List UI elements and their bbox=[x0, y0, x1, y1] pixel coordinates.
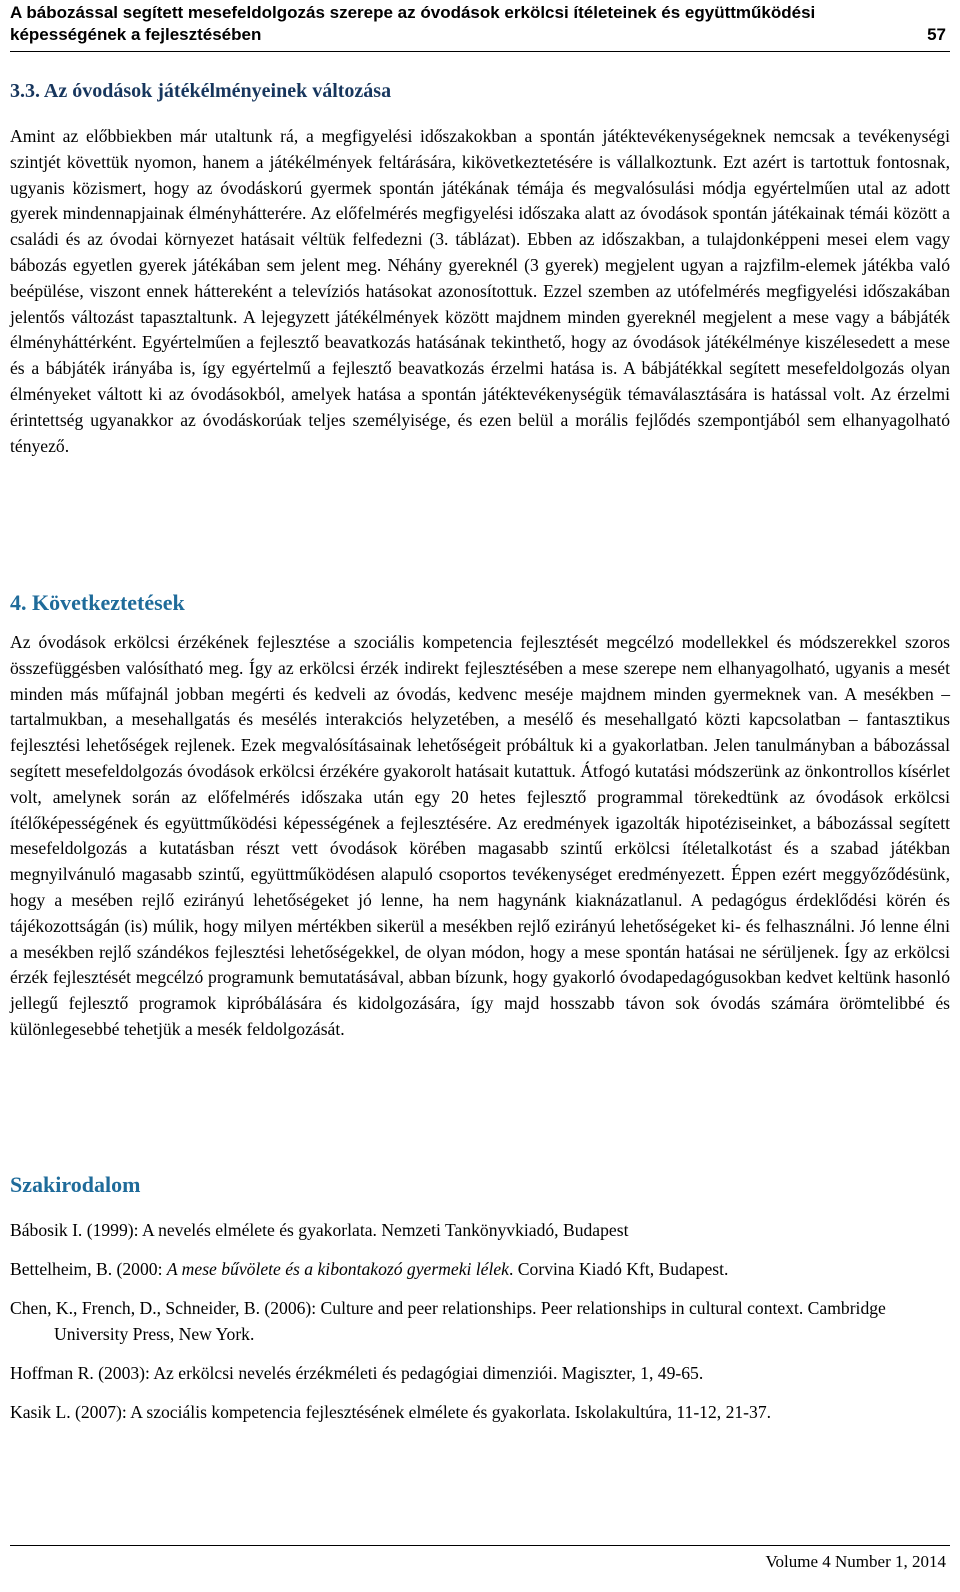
running-header bbox=[10, 2, 950, 46]
page-number: 57 bbox=[927, 25, 946, 44]
reference-item bbox=[10, 1360, 950, 1386]
reference-list bbox=[10, 1217, 950, 1438]
section-4 bbox=[10, 590, 950, 616]
reference-text: Bettelheim, B. (2000: bbox=[10, 1259, 167, 1279]
section-3-3-paragraph: Amint az előbbiekben már utaltunk rá, a megfigyelési időszakokban a spontán játéktevékenységeknek nemcsak a tevékenységi szintjét követtük nyomon, hanem a játékélmények feltárására, kikövetkeztetésére is vállalkoztunk. Ezt azért is tartottuk fontosnak, ugyanis közismert, hogy az óvodáskorú gyermek spontán játékának témája és megvalósulási módja egyértelműen utal az adott gyerek mindennapjainak élményhátterére. Az előfelmérés megfigyelési időszaka alatt az óvodások spontán játékainak témái között a családi és az óvodai környezet hatásait véltük felfedezni (3. táblázat). Ebben az időszakban, a tulajdonképpeni mesei elem vagy bábozás egyetlen gyerek játékában sem jelent meg. Néhány gyereknél (3 gyerek) megjelent ugyan a rajzfilm-elemek játékba való beépülése, viszont ennek háttereként a televíziós hatásokat azonosítottuk. Ezzel szemben az utófelmérés megfigyelési időszakában jelentős változást tapasztaltunk. A lejegyzett játékélmények között majdnem minden gyereknél megjelent a mese vagy a bábjáték élményháttérként. Egyértelműen a fejlesztő beavatkozás hatásának tekinthető, hogy az óvodások játékélménye kiszélesedett a mese és a bábjáték irányába is, így egyértelmű a fejlesztő beavatkozás érzelmi hatása is. A bábjátékkal segített mesefeldolgozás olyan élményeket váltott ki az óvodásokból, amelyek hatása a spontán játéktevékenységük témaválasztására is hatással volt. Az érzelmi érintettség ugyanakkor az óvodáskorúak teljes személyisége, és ezen belül a morális fejlődés szempontjából sem elhanyagolható tényező. bbox=[10, 126, 950, 456]
reference-item bbox=[10, 1399, 950, 1425]
reference-text: Chen, K., French, D., Schneider, B. (2006): Culture and peer relationships. Peer relationships in cultural context. Cambridge University Press, New York. bbox=[10, 1298, 886, 1344]
reference-text: Kasik L. (2007): A szociális kompetencia fejlesztésének elmélete és gyakorlata. Iskolakultúra, 11-12, 21-37. bbox=[10, 1402, 772, 1422]
reference-text: Bábosik I. (1999): A nevelés elmélete és gyakorlata. Nemzeti Tankönyvkiadó, Budapest bbox=[10, 1220, 629, 1240]
reference-item bbox=[10, 1256, 950, 1282]
running-footer: Volume 4 Number 1, 2014 bbox=[765, 1552, 946, 1571]
reference-title-italic: A mese bűvölete és a kibontakozó gyermeki lélek bbox=[166, 1259, 509, 1279]
references-heading: Szakirodalom bbox=[10, 1172, 141, 1197]
section-4-heading: 4. Következtetések bbox=[10, 590, 185, 615]
references-section bbox=[10, 1172, 950, 1198]
reference-text: Hoffman R. (2003): Az erkölcsi nevelés érzékméleti és pedagógiai dimenziói. Magiszter, 1, 49-65. bbox=[10, 1363, 704, 1383]
footer-divider bbox=[10, 1545, 950, 1546]
header-divider bbox=[10, 51, 950, 52]
section-4-paragraph: Az óvodások erkölcsi érzékének fejlesztése a szociális kompetencia fejlesztését megcélzó modellekkel és módszerekkel szoros összefüggésben valósítható meg. Így az erkölcsi érzék indirekt fejlesztésében a mese szerepe nem elhanyagolható, ugyanis a mesét minden más műfajnál jobban megérti és kedveli az óvodás, kedvenc meséje majdnem minden gyermeknek van. A mesékben – tartalmukban, a mesehallgatás és mesélés interakciós helyzetében, a mesélő és mesehallgató közti kapcsolatban – fantasztikus fejlesztési lehetőségek rejlenek. Ezek megvalósításainak lehetőségeit próbáltuk ki a gyakorlatban. Jelen tanulmányban a bábozással segített mesefeldolgozás óvodások erkölcsi érzékére gyakorolt hatásait kutattuk. Átfogó kutatási módszerünk az önkontrollos kísérlet volt, amelynek során az előfelmérés időszaka után egy 20 hetes fejlesztő programmal törekedtünk az óvodások erkölcsi ítélőképességének és együttműködési képességének a fejlesztésére. Az eredmények igazolták hipotéziseinket, a bábozással segített mesefeldolgozás a kutatásban részt vett óvodások körében magasabb szintű erkölcsi ítéletalkotást és a szabad játékban megnyilvánuló magasabb szintű, együttműködésen alapuló csoportos tevékenységet eredményezett. Éppen ezért meggyőződésünk, hogy a mesében rejlő ezirányú lehetőségeket jó lenne, ha nem hagynánk kiaknázatlanul. A pedagógus érdeklődési körén és tájékozottságán (is) múlik, hogy milyen mértékben sikerül a mesékben rejlő ezirányú lehetőségeket ki- és felhasználni. Jó lenne élni a mesékben rejlő szándékos fejlesztési lehetőségekkel, de olyan módon, hogy a mese spontán hatásai ne sérüljenek. Így az erkölcsi érzék fejlesztését megcélzó programunk bemutatásával, abban bízunk, hogy gyakorló óvodapedagógusokban kedvet keltünk hasonló jellegű fejlesztő programok kipróbálására és kidolgozására, így majd hosszabb távon sok óvodás számára örömtelibbé és különlegesebbé tehetjük a mesék feldolgozását. bbox=[10, 632, 950, 1039]
section-3-3 bbox=[10, 80, 950, 103]
reference-item bbox=[10, 1295, 950, 1347]
running-header-title: A bábozással segített mesefeldolgozás szerepe az óvodások erkölcsi ítéleteinek és együttműködési képességének a fejlesztésében bbox=[10, 3, 816, 44]
section-3-3-heading: 3.3. Az óvodások játékélményeinek változása bbox=[10, 80, 392, 102]
reference-item bbox=[10, 1217, 950, 1243]
reference-text-tail: . Corvina Kiadó Kft, Budapest. bbox=[509, 1259, 729, 1279]
section-3-3-body bbox=[10, 124, 950, 459]
section-4-body bbox=[10, 630, 950, 1043]
